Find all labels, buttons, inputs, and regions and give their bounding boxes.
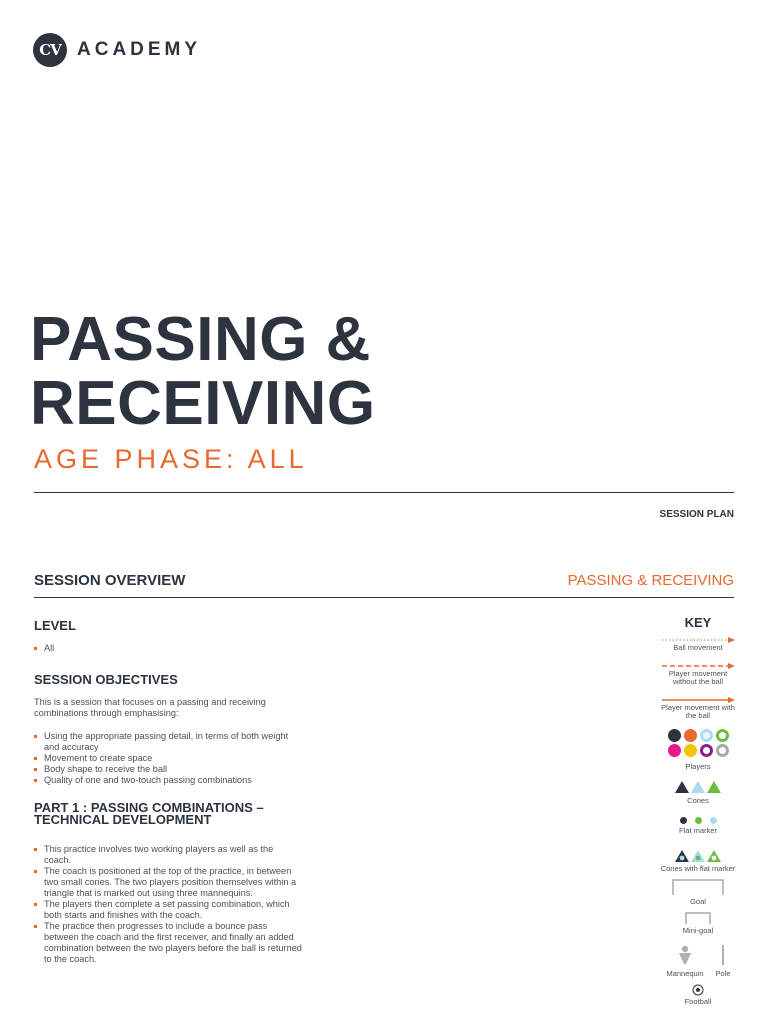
age-phase: AGE PHASE: ALL — [34, 444, 308, 474]
list-item: All — [34, 643, 302, 654]
player-purple-icon — [700, 744, 713, 757]
cone-light-blue-icon — [691, 781, 705, 793]
title-line-2: RECEIVING — [30, 369, 376, 438]
players-label: Players — [685, 762, 711, 771]
list-item: Quality of one and two-touch passing combinations — [34, 775, 302, 786]
key-title: KEY — [684, 615, 712, 630]
list-item: Movement to create space — [34, 753, 302, 764]
key-panel — [660, 615, 736, 1006]
part1-heading-line-2: TECHNICAL DEVELOPMENT — [34, 812, 212, 827]
pole-icon — [720, 945, 726, 965]
cones-with-flat-marker-icon — [674, 849, 722, 863]
cones-with-flat-marker-label: Cones with flat marker — [660, 864, 736, 873]
mannequin-label: Mannequin — [666, 969, 704, 978]
players-icon — [660, 729, 736, 757]
player-yellow-icon — [684, 744, 697, 757]
cv-badge: CV — [33, 33, 67, 67]
divider — [34, 492, 734, 493]
level-heading: LEVEL — [34, 618, 76, 633]
list-item: The players then complete a set passing combination, which both starts and finishes with the coach. — [34, 899, 302, 921]
mannequin-icon — [677, 945, 693, 965]
pole-label: Pole — [715, 969, 731, 978]
flat-marker-green-icon — [695, 817, 702, 824]
flat-marker-icon — [660, 817, 736, 824]
player-with-ball-label: Player movement with the ball — [661, 703, 735, 720]
ball-movement-label: Ball movement — [673, 643, 723, 652]
session-overview-heading: SESSION OVERVIEW — [34, 572, 186, 589]
cones-label: Cones — [687, 796, 709, 805]
player-grey-icon — [716, 744, 729, 757]
player-without-ball-label: Player movement without the ball — [668, 669, 728, 686]
cones-icon — [660, 781, 736, 793]
mini-goal-icon — [684, 911, 712, 925]
flat-marker-light-blue-icon — [710, 817, 717, 824]
cone-navy-icon — [675, 781, 689, 793]
academy-logo — [33, 33, 201, 67]
player-orange-icon — [684, 729, 697, 742]
level-list — [34, 643, 302, 654]
objectives-list — [34, 731, 302, 786]
page-title — [30, 305, 376, 438]
title-line-1: PASSING & — [30, 305, 371, 374]
goal-icon — [671, 878, 725, 896]
part1-heading — [34, 802, 302, 826]
player-navy-icon — [668, 729, 681, 742]
list-item: The coach is positioned at the top of the practice, in between two small cones. The two players position themselves within a triangle that is marked out using three mannequins. — [34, 866, 302, 899]
list-item: Using the appropriate passing detail, in terms of both weight and accuracy — [34, 731, 302, 753]
player-light-blue-icon — [700, 729, 713, 742]
cone-green-icon — [707, 781, 721, 793]
session-plan-label: SESSION PLAN — [659, 509, 734, 520]
football-icon — [692, 984, 704, 996]
session-topic: PASSING & RECEIVING — [567, 572, 734, 589]
player-magenta-icon — [668, 744, 681, 757]
list-item: Body shape to receive the ball — [34, 764, 302, 775]
flat-marker-label: Flat marker — [679, 826, 717, 835]
player-green-icon — [716, 729, 729, 742]
goal-label: Goal — [690, 897, 706, 906]
brand-name: ACADEMY — [77, 39, 202, 60]
objectives-intro: This is a session that focuses on a passing and receiving combinations through emphasising: — [34, 697, 266, 718]
list-item: This practice involves two working players as well as the coach. — [34, 844, 302, 866]
session-details — [34, 618, 302, 977]
part1-heading-line-1: PART 1 : PASSING COMBINATIONS – — [34, 800, 264, 815]
divider — [34, 597, 734, 598]
part1-list — [34, 844, 302, 965]
football-label: Football — [684, 997, 712, 1006]
objectives-heading: SESSION OBJECTIVES — [34, 672, 178, 687]
list-item: The practice then progresses to include a bounce pass between the coach and the first receiver, and finally an added combination between the two players before the ball is returned to the coach. — [34, 921, 302, 965]
mini-goal-label: Mini-goal — [682, 926, 714, 935]
flat-marker-navy-icon — [680, 817, 687, 824]
